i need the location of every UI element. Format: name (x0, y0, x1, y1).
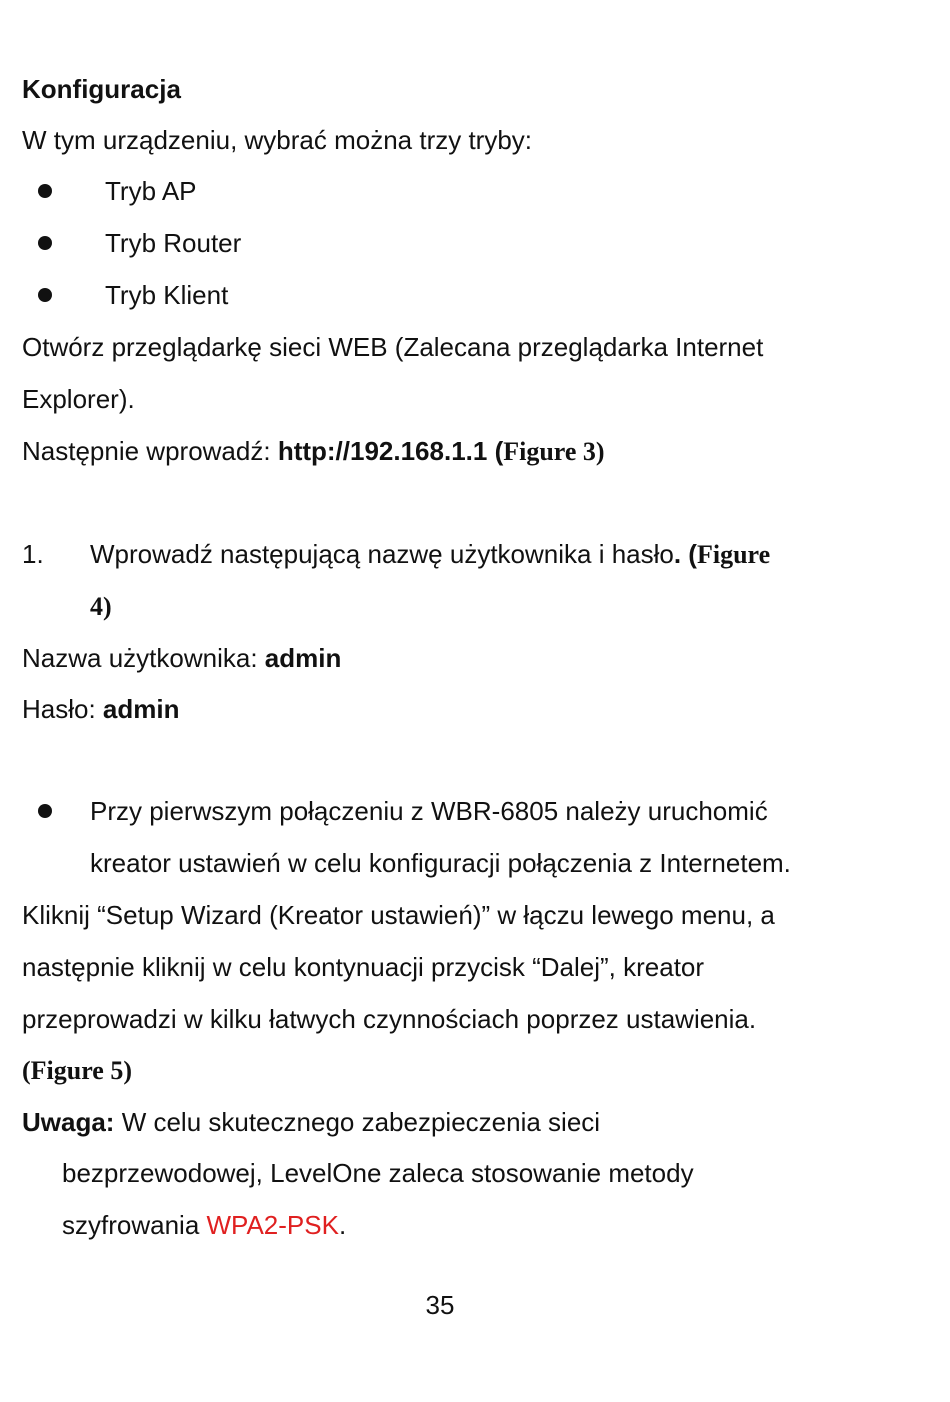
enter-url-line (22, 434, 605, 469)
step1-line1 (90, 537, 770, 572)
intro-text: W tym urządzeniu, wybrać można trzy tryby: (22, 125, 533, 155)
open-browser-line1: Otwórz przeglądarkę sieci WEB (Zalecana przeglądarka Internet (22, 332, 764, 362)
figure-ref: 4) (90, 592, 112, 621)
note-line3 (62, 1208, 346, 1242)
note-label: Uwaga: (22, 1107, 115, 1137)
username-line (22, 641, 341, 675)
router-url: http://192.168.1.1 ( (277, 436, 504, 466)
password-label: Hasło: (22, 694, 103, 724)
section-heading: Konfiguracja (22, 74, 181, 104)
enter-url-prefix: Następnie wprowadź: (22, 436, 278, 466)
password-line (22, 692, 180, 726)
encryption-highlight: WPA2-PSK (206, 1210, 339, 1240)
note-prefix: szyfrowania (62, 1210, 207, 1240)
page-number: 35 (425, 1290, 455, 1320)
bullet-dot-icon (38, 236, 52, 250)
mode-item: Tryb Router (105, 228, 242, 258)
wizard-line3: Kliknij “Setup Wizard (Kreator ustawień)” w łączu lewego menu, a (22, 900, 775, 930)
wizard-line1: Przy pierwszym połączeniu z WBR-6805 należy uruchomić (90, 796, 768, 826)
wizard-line4: następnie kliknij w celu kontynuacji przycisk “Dalej”, kreator (22, 952, 705, 982)
username-value: admin (264, 643, 342, 673)
bullet-dot-icon (38, 288, 52, 302)
step1-punct: . ( (673, 539, 697, 569)
note-suffix: . (338, 1210, 347, 1240)
figure-ref: Figure 3) (503, 437, 605, 466)
step1-text: Wprowadź następującą nazwę użytkownika i hasło (90, 539, 674, 569)
wizard-line5: przeprowadzi w kilku łatwych czynnościach poprzez ustawienia. (22, 1004, 757, 1034)
mode-item: Tryb Klient (105, 280, 229, 310)
username-label: Nazwa użytkownika: (22, 643, 265, 673)
note-line2: bezprzewodowej, LevelOne zaleca stosowanie metody (62, 1158, 694, 1188)
figure-ref: (Figure 5) (22, 1056, 132, 1085)
bullet-dot-icon (38, 184, 52, 198)
step1-number: 1. (22, 539, 44, 569)
open-browser-line2: Explorer). (22, 384, 135, 414)
note-text: W celu skutecznego zabezpieczenia sieci (114, 1107, 601, 1137)
password-value: admin (102, 694, 180, 724)
note-line1 (22, 1105, 600, 1139)
wizard-line2: kreator ustawień w celu konfiguracji połączenia z Internetem. (90, 848, 791, 878)
bullet-dot-icon (38, 804, 52, 818)
figure-ref: Figure (696, 540, 771, 569)
mode-item: Tryb AP (105, 176, 197, 206)
